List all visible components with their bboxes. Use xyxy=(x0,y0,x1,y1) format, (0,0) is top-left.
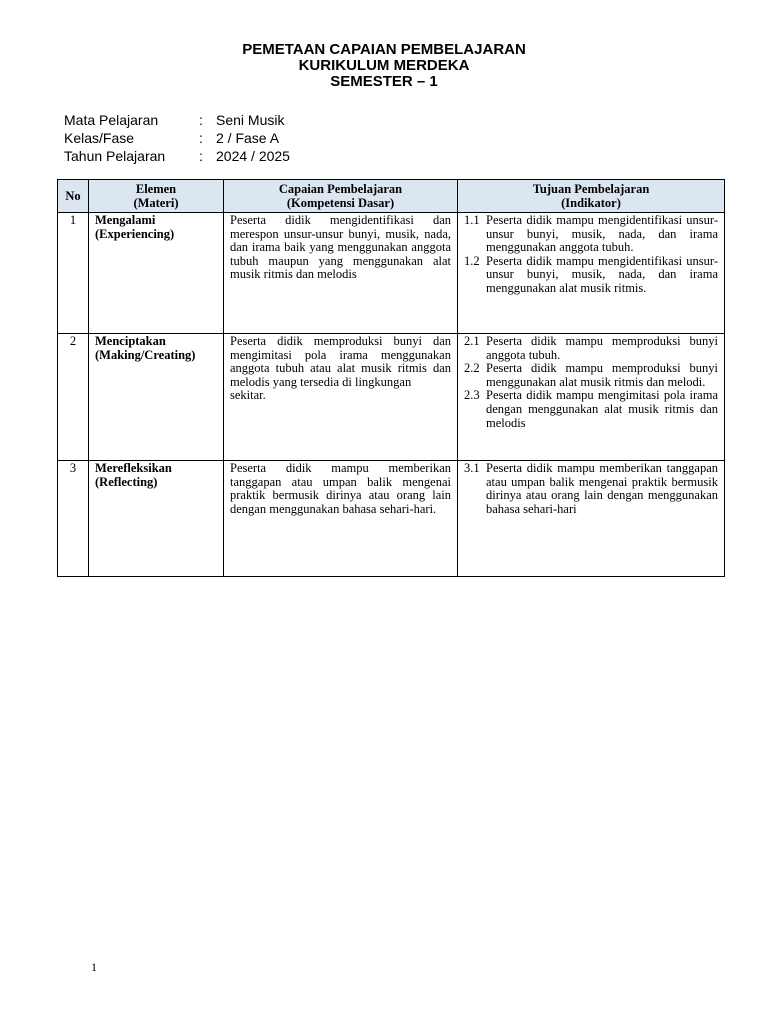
header-line: (Indikator) xyxy=(561,196,621,210)
page-number: 1 xyxy=(91,960,97,974)
cell-elemen xyxy=(89,461,224,577)
info-row-class xyxy=(64,129,464,147)
learning-outcomes-table xyxy=(57,179,725,577)
info-label: Kelas/Fase xyxy=(64,130,135,146)
info-label: Mata Pelajaran xyxy=(64,112,159,128)
info-value: 2 / Fase A xyxy=(216,130,280,146)
capaian-text: Peserta didik memproduksi bunyi dan mengimitasi pola irama menggunakan anggota tubuh atau alat musik ritmis dan melodis yang tersedia di lingkungan xyxy=(230,334,451,389)
tujuan-text: Peserta didik mampu mengimitasi pola irama dengan menggunakan alat musik ritmis dan melodis xyxy=(486,388,718,430)
cell-tujuan xyxy=(458,461,725,577)
tujuan-item xyxy=(464,335,718,362)
table-header-row xyxy=(58,180,725,213)
info-colon: : xyxy=(199,130,203,146)
table-row xyxy=(58,334,725,461)
tujuan-item xyxy=(464,462,718,516)
info-value: 2024 / 2025 xyxy=(216,148,290,164)
table-row xyxy=(58,213,725,334)
header-capaian xyxy=(224,180,458,213)
elemen-name: Mengalami xyxy=(95,213,156,227)
elemen-name: Merefleksikan xyxy=(95,461,172,475)
cell-tujuan xyxy=(458,334,725,461)
header-line: Elemen xyxy=(135,182,177,196)
tujuan-item xyxy=(464,255,718,296)
cell-tujuan xyxy=(458,213,725,334)
cell-capaian xyxy=(224,334,458,461)
title-line-2: KURIKULUM MERDEKA xyxy=(298,57,470,74)
tujuan-text: Peserta didik mampu memproduksi bunyi anggota tubuh. xyxy=(486,334,718,362)
tujuan-text: Peserta didik mampu mengidentifikasi unsur-unsur bunyi, musik, nada, dan irama menggunakan alat musik ritmis. xyxy=(486,253,718,295)
tujuan-item xyxy=(464,214,718,255)
tujuan-text: Peserta didik mampu memberikan tanggapan atau umpan balik mengenai praktik bermusik dirinya atau orang lain dengan menggunakan bahasa sehari-hari xyxy=(486,461,718,516)
cell-capaian: Peserta didik mampu memberikan tanggapan atau umpan balik mengenai praktik bermusik dirinya atau orang lain dengan menggunakan bahasa sehari-hari. xyxy=(224,461,458,577)
capaian-text-tail: sekitar. xyxy=(230,388,266,403)
header-line: (Kompetensi Dasar) xyxy=(286,196,395,210)
elemen-english: (Making/Creating) xyxy=(95,347,196,362)
info-value: Seni Musik xyxy=(216,112,285,128)
info-colon: : xyxy=(199,112,203,128)
header-line: Capaian Pembelajaran xyxy=(278,182,403,196)
cell-elemen xyxy=(89,334,224,461)
tujuan-number: 1.2 xyxy=(464,253,480,268)
title-line-1: PEMETAAN CAPAIAN PEMBELAJARAN xyxy=(242,41,526,58)
elemen-english: (Reflecting) xyxy=(95,474,158,489)
cell-capaian: Peserta didik mengidentifikasi dan merespon unsur-unsur bunyi, musik, nada, dan irama baik yang menggunakan anggota tubuh maupun yang menggunakan alat musik ritmis dan melodis xyxy=(224,213,458,334)
subject-info xyxy=(64,111,464,165)
tujuan-number: 1.1 xyxy=(464,213,480,227)
tujuan-item xyxy=(464,362,718,389)
tujuan-number: 3.1 xyxy=(464,461,480,475)
header-line: (Materi) xyxy=(133,196,179,210)
info-row-subject xyxy=(64,111,464,129)
tujuan-text: Peserta didik mampu memproduksi bunyi menggunakan alat musik ritmis dan melodi. xyxy=(486,361,718,389)
elemen-english: (Experiencing) xyxy=(95,226,175,241)
cell-no: 2 xyxy=(58,334,89,461)
header-elemen xyxy=(89,180,224,213)
table-row xyxy=(58,461,725,577)
header-tujuan xyxy=(458,180,725,213)
header-no: No xyxy=(58,180,89,213)
info-row-year xyxy=(64,147,464,165)
document-title xyxy=(0,42,768,90)
tujuan-number: 2.2 xyxy=(464,361,480,376)
tujuan-item xyxy=(464,389,718,430)
elemen-name: Menciptakan xyxy=(95,334,166,348)
cell-no: 3 xyxy=(58,461,89,577)
tujuan-number: 2.1 xyxy=(464,334,480,348)
tujuan-number: 2.3 xyxy=(464,388,480,403)
info-colon: : xyxy=(199,148,203,164)
title-line-3: SEMESTER – 1 xyxy=(330,73,438,90)
cell-elemen xyxy=(89,213,224,334)
header-line: Tujuan Pembelajaran xyxy=(532,182,650,196)
cell-no: 1 xyxy=(58,213,89,334)
tujuan-text: Peserta didik mampu mengidentifikasi unsur-unsur bunyi, musik, nada, dan irama menggunakan anggota tubuh. xyxy=(486,213,718,255)
info-label: Tahun Pelajaran xyxy=(64,148,166,164)
